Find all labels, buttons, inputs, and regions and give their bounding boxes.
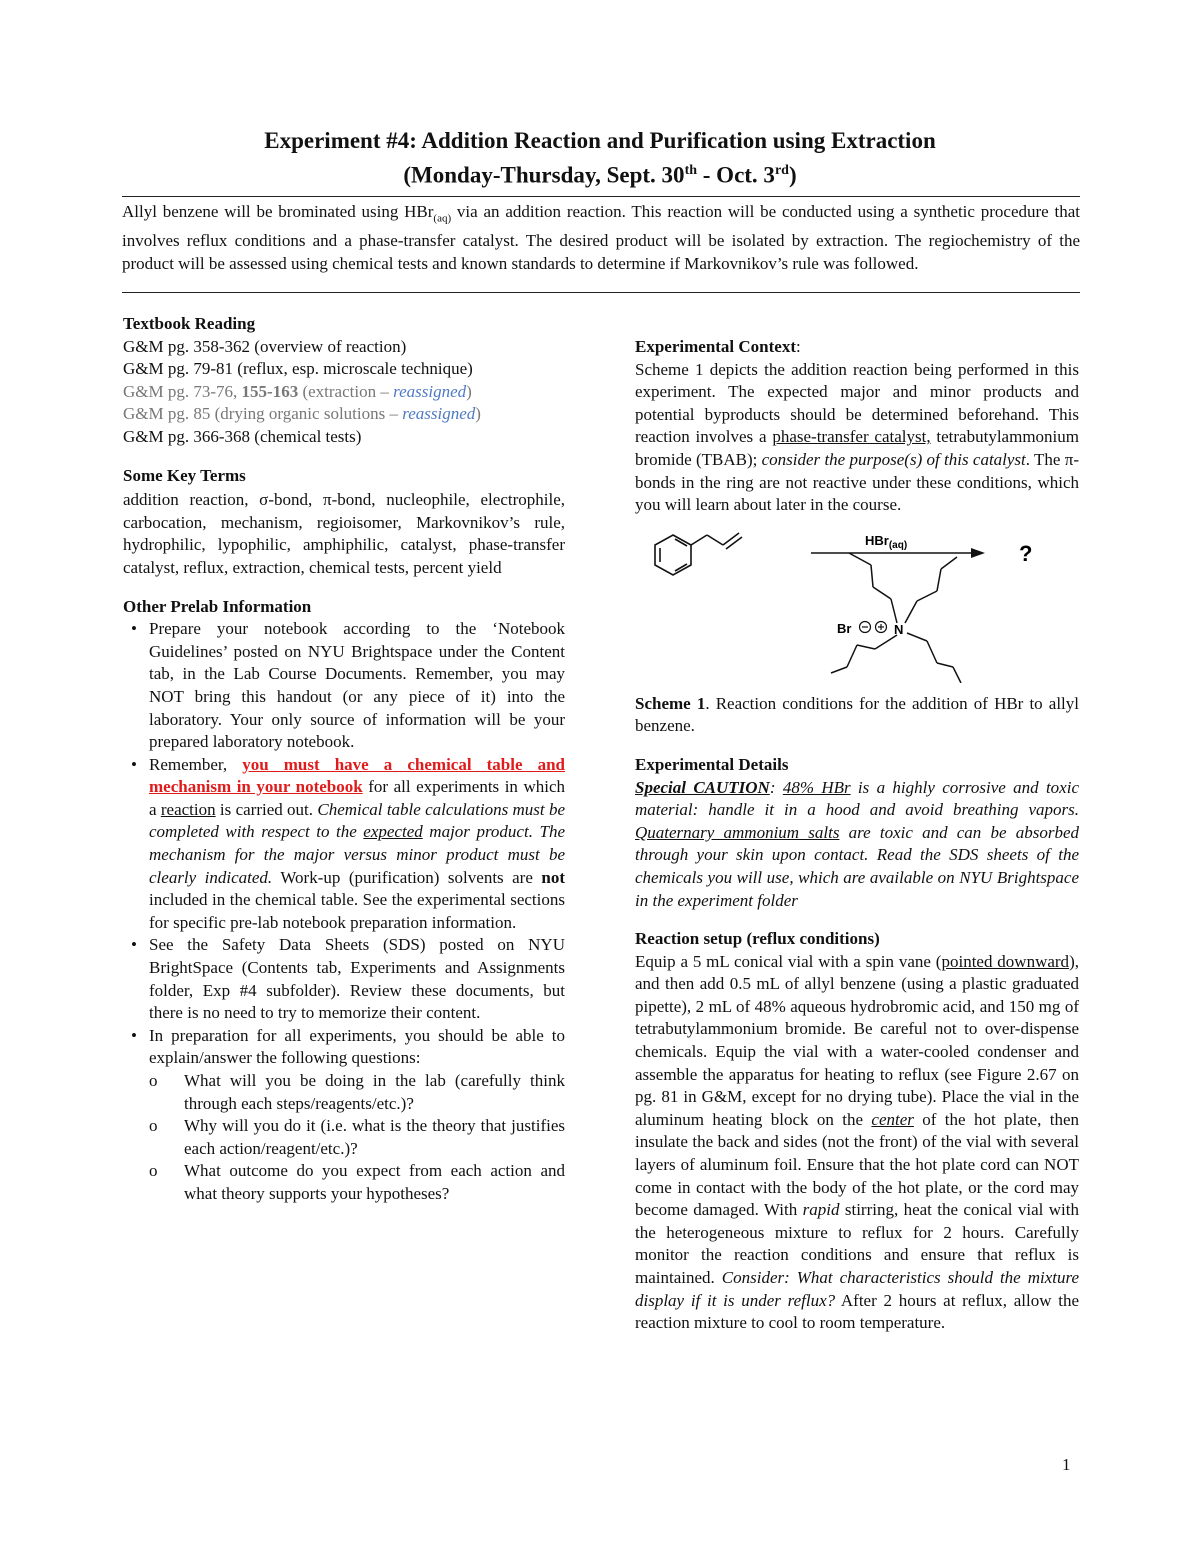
bullet-text: for all experiments in which a <box>149 777 565 819</box>
abstract-sub: (aq) <box>433 212 452 225</box>
prelab-list <box>123 618 565 1205</box>
bullet-text: Remember, <box>149 754 243 774</box>
setup-consider: Consider: What characteristics should the mixture display if it is under reflux? <box>635 1268 1080 1310</box>
caution-hbr: 48% HBr <box>782 777 851 797</box>
context-text: tetrabutylammonium bromide (TBAB); <box>635 427 1079 469</box>
question-item: o What outcome do you expect from each action and what theory supports your hypotheses? <box>149 1160 565 1205</box>
prelab-bullet: • See the Safety Data Sheets (SDS) posted on NYU BrightSpace (Contents tab, Experiments and Assignments folder, Exp #4 subfolder). Review these documents, but there is no need to try to memorize their content. <box>123 934 565 1024</box>
reading-item: G&M pg. 79-81 (reflux, esp. microscale technique) <box>123 359 473 379</box>
question-item: o What will you be doing in the lab (carefully think through each steps/reagents/etc.)? <box>149 1070 565 1115</box>
setup-paragraph <box>635 951 1079 1335</box>
bullet-text-bold: not <box>541 867 565 887</box>
prelab-bullet <box>123 1025 565 1206</box>
nitrogen-label: N <box>894 621 904 637</box>
reading-text: ) <box>475 404 481 424</box>
question-item: o Why will you do it (i.e. what is the theory that justifies each action/reagent/etc.)? <box>149 1115 565 1160</box>
caution-text: are toxic and can be absorbed through your skin upon contact. Read the SDS sheets of the chemicals you will use, which are available on NYU Brightspace in the experiment folder <box>635 822 1079 910</box>
context-text-italic: consider the purpose(s) of this catalyst <box>761 449 1026 469</box>
context-text: . The π-bonds in the ring are not reactive under these conditions, which you will learn about later in the course. <box>635 449 1079 515</box>
bromide-label: Br <box>837 620 852 636</box>
prelab-bullet: • Prepare your notebook according to the ‘Notebook Guidelines’ posted on NYU Brightspace under the Content tab, in the Lab Course Documents. Remember, you may NOT bring this handout (or any piece of it) into the laboratory. Your only source of information will be your prepared laboratory notebook. <box>123 618 565 754</box>
reading-text: G&M pg. 85 (drying organic solutions – <box>123 404 403 424</box>
reading-item: G&M pg. 366-368 (chemical tests) <box>123 426 362 446</box>
title-date-start: (Monday-Thursday, Sept. 30 <box>403 162 685 188</box>
reading-item-reassigned <box>123 381 565 404</box>
setup-heading: Reaction setup (reflux conditions) <box>635 929 880 949</box>
context-paragraph <box>635 359 1079 517</box>
scheme-caption <box>635 693 1079 738</box>
reaction-arrowhead <box>971 548 985 558</box>
allyl-benzene-structure <box>655 533 742 575</box>
title-line-1: Experiment #4: Addition Reaction and Purification using Extraction <box>264 128 936 153</box>
abstract-text-b: via an addition reaction. This reaction will be conducted using a synthetic procedure that involves reflux conditions and a phase-transfer catalyst. The desired product will be isolated by extraction. The regiochemistry of the product will be assessed using chemical tests and known standards to determine if Markovnikov’s rule was followed. <box>122 202 1080 273</box>
setup-text: of the hot plate, then insulate the back and sides (not the front) of the vial with several layers of aluminum foil. Ensure that the hot plate cord can NOT come in contact with the body of the hot plate, or the cord may become damaged. With <box>635 1109 1079 1220</box>
setup-text: ), and then add 0.5 mL of allyl benzene (using a plastic graduated pipette), 2 mL of 48% aqueous hydrobromic acid, and 150 mg of tetrabutylammonium bromide. Be careful not to over-dispense chemicals. Equip the vial with a water-cooled condenser and assemble the apparatus for heating to reflux (see Figure 2.67 on pg. 81 in G&M, except for no drying tube). Place the vial in the aluminum heating block on the <box>635 951 1079 1129</box>
terms-heading: Some Key Terms <box>123 465 246 485</box>
reassigned-note: reassigned <box>402 404 476 424</box>
title-close-paren: ) <box>788 162 797 188</box>
title-sup-th: th <box>684 163 698 178</box>
setup-text: After 2 hours at reflux, allow the reaction mixture to cool to room temperature. <box>635 1290 1079 1333</box>
context-text: Scheme 1 depicts the addition reaction being performed in this experiment. The expected major and minor products and potential byproducts should be determined beforehand. This reaction involves a <box>635 359 1079 447</box>
bullet-text-italic: Chemical table calculations must be completed with respect to the <box>149 799 566 842</box>
reading-text: (extraction – <box>298 381 394 401</box>
reading-item: G&M pg. 358-362 (overview of reaction) <box>123 336 407 356</box>
context-heading-text: Experimental Context <box>635 337 797 356</box>
reagent-label: HBr$_{(aq)}$ <box>865 532 908 551</box>
product-question-mark: ? <box>1019 540 1033 566</box>
title-sup-rd: rd <box>774 163 789 178</box>
bullet-text-underlined: reaction <box>160 799 216 819</box>
abstract-paragraph <box>122 201 1080 275</box>
abstract-text-a: Allyl benzene will be brominated using HBr <box>122 202 434 221</box>
reading-text: ) <box>466 381 472 401</box>
setup-text-italic: rapid <box>802 1200 840 1220</box>
details-heading: Experimental Details <box>635 754 789 774</box>
bullet-text: In preparation for all experiments, you should be able to explain/answer the following questions: <box>149 1025 565 1068</box>
chemical-table-warning: you must have a chemical table and mechanism in your notebook <box>149 754 566 797</box>
setup-text-center: center <box>871 1109 914 1129</box>
reaction-scheme-drawing <box>635 523 1079 683</box>
caution-text: : <box>769 777 783 797</box>
bullet-text-italic: major product. The mechanism for the major versus minor product must be clearly indicated. <box>149 822 565 887</box>
tbab-structure <box>831 553 961 683</box>
reassigned-note: reassigned <box>393 381 467 401</box>
prelab-bullet <box>123 754 565 935</box>
right-column <box>635 336 1079 1335</box>
question-list <box>149 1070 565 1206</box>
page-number: 1 <box>1062 1455 1071 1474</box>
context-colon: : <box>796 337 801 356</box>
bullet-text-italic-underlined: expected <box>363 822 423 842</box>
prelab-heading: Other Prelab Information <box>123 596 312 616</box>
caution-paragraph <box>635 777 1079 913</box>
caution-salts: Quaternary ammonium salts <box>635 822 840 842</box>
bullet-text: Work-up (purification) solvents are <box>272 867 542 887</box>
bullet-text: is carried out. <box>215 799 318 819</box>
caution-label: Special CAUTION <box>635 777 770 797</box>
reaction-scheme <box>635 523 1079 683</box>
left-column <box>123 313 565 1206</box>
page-title <box>0 126 1200 191</box>
title-date-end: - Oct. 3 <box>697 162 775 188</box>
title-line-2 <box>0 156 1200 191</box>
reading-pages-bold: 155-163 <box>241 381 299 401</box>
caution-text: is a highly corrosive and toxic material: handle it in a hood and avoid breathing vapors. <box>635 777 1079 820</box>
terms-text: addition reaction, σ-bond, π-bond, nucleophile, electrophile, carbocation, mechanism, regioisomer, Markovnikov’s rule, hydrophilic, lypophilic, amphiphilic, catalyst, phase-transfer catalyst, reflux, extraction, chemical tests, percent yield <box>123 490 565 577</box>
reading-heading: Textbook Reading <box>123 314 256 333</box>
setup-text: stirring, heat the conical vial with the heterogeneous mixture to reflux for 2 hours. Carefully monitor the reaction conditions and ensure that reflux is maintained. <box>635 1200 1079 1287</box>
bullet-text: included in the chemical table. See the experimental sections for specific pre-lab notebook preparation information. <box>149 890 565 932</box>
context-text-underlined: phase-transfer catalyst, <box>772 427 931 447</box>
reading-text: G&M pg. 73-76, <box>123 381 242 401</box>
context-heading <box>635 336 1079 359</box>
top-rule <box>122 196 1080 197</box>
bottom-rule <box>122 292 1080 293</box>
scheme-caption-text: . Reaction conditions for the addition of HBr to allyl benzene. <box>635 693 1079 736</box>
scheme-caption-label: Scheme 1 <box>635 693 706 713</box>
setup-text: Equip a 5 mL conical vial with a spin vane ( <box>635 951 942 971</box>
setup-text-underlined: pointed downward <box>941 951 1070 971</box>
reading-item-reassigned <box>123 403 565 426</box>
